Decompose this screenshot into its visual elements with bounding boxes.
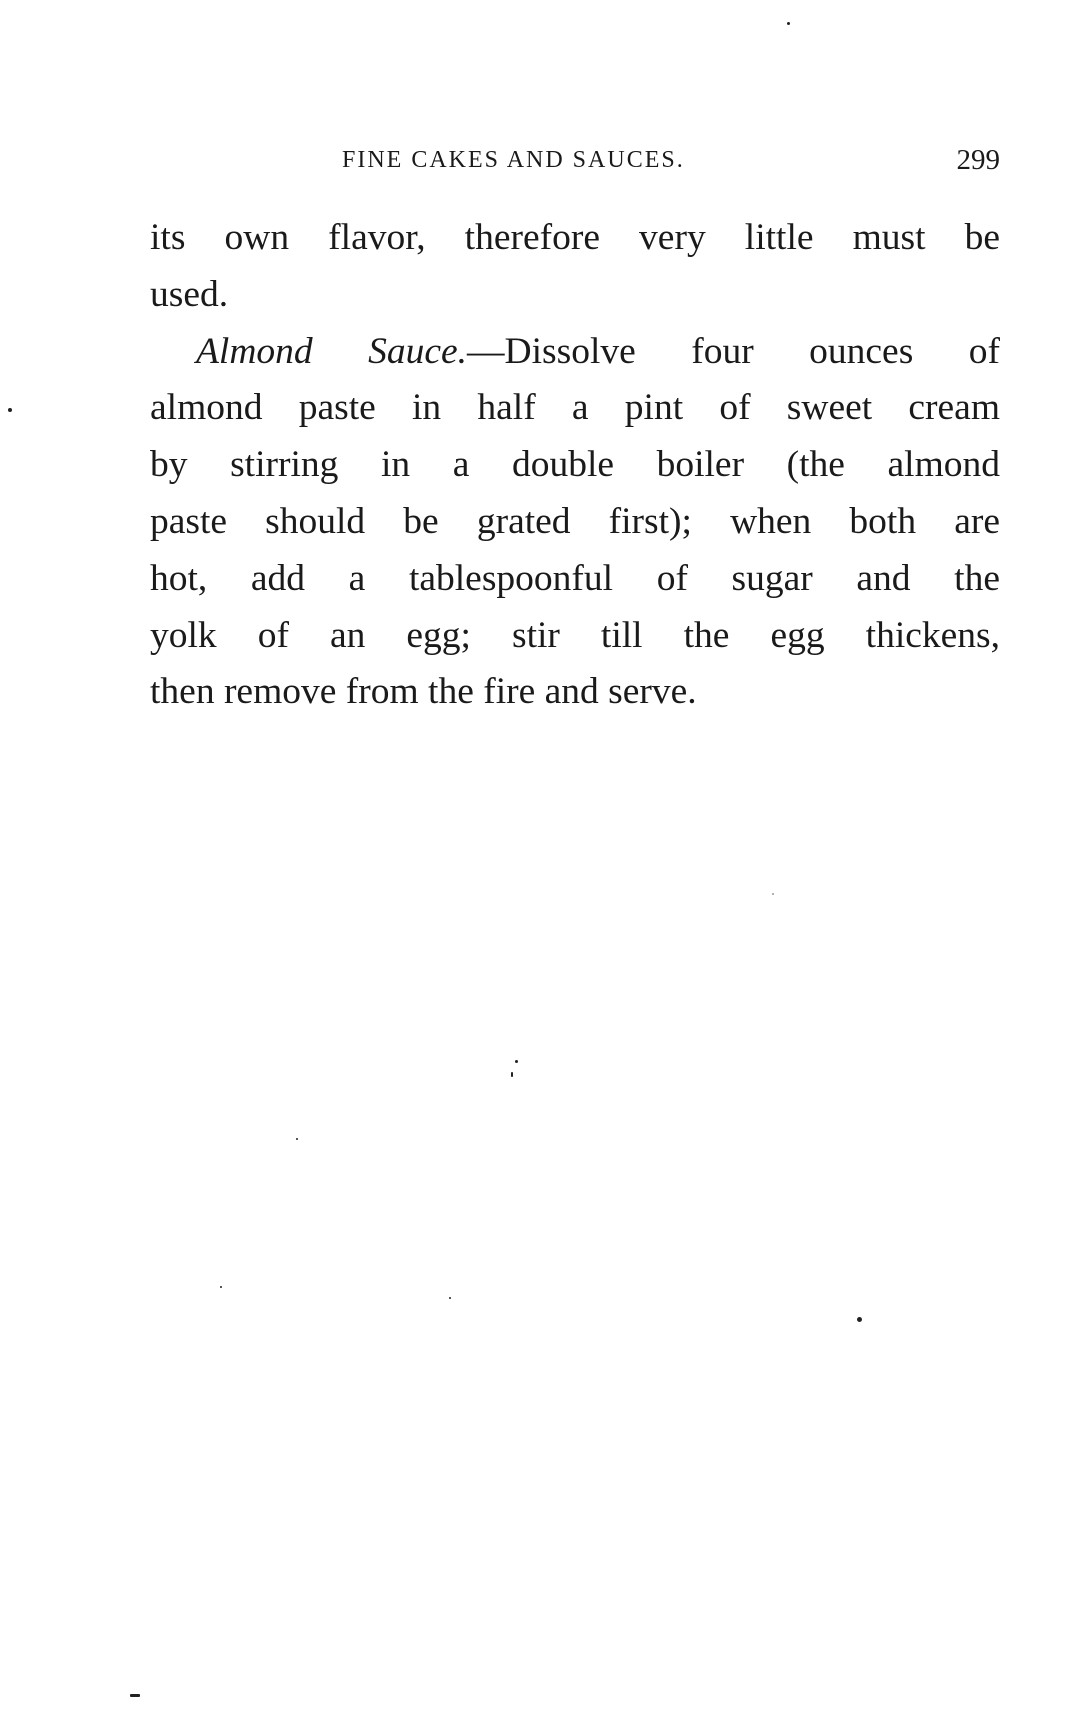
scan-speck [787,22,790,25]
scan-speck [130,1694,140,1697]
scan-speck [220,1286,222,1288]
scan-speck [449,1297,451,1299]
scan-speck [296,1138,298,1140]
recipe-title: Almond Sauce. [196,330,468,372]
text-line: hot, add a tablespoonful of sugar and the [150,557,1000,599]
text-line: yolk of an egg; stir till the egg thickens, [150,614,1000,656]
text-line: then remove from the fire and serve. [150,671,697,713]
scan-speck [8,408,12,412]
recipe-lead-text: —Dissolve four ounces of [467,330,1000,372]
text-line: by stirring in a double boiler (the almond [150,444,1000,486]
text-line: almond paste in half a pint of sweet cream [150,387,1000,429]
scan-speck [515,1060,518,1063]
running-title: FINE CAKES AND SAUCES. [342,147,685,173]
paragraph-lead-line [150,324,1000,381]
text-line: paste should be grated first); when both are [150,500,1000,542]
text-line: used. [150,273,229,315]
text-line: its own flavor, therefore very little must be [150,217,1000,258]
scan-speck [511,1072,513,1077]
body-text [150,210,1000,721]
running-head [150,140,1000,180]
page-number: 299 [956,144,1000,176]
scan-speck [857,1317,862,1322]
scan-speck [772,893,774,895]
